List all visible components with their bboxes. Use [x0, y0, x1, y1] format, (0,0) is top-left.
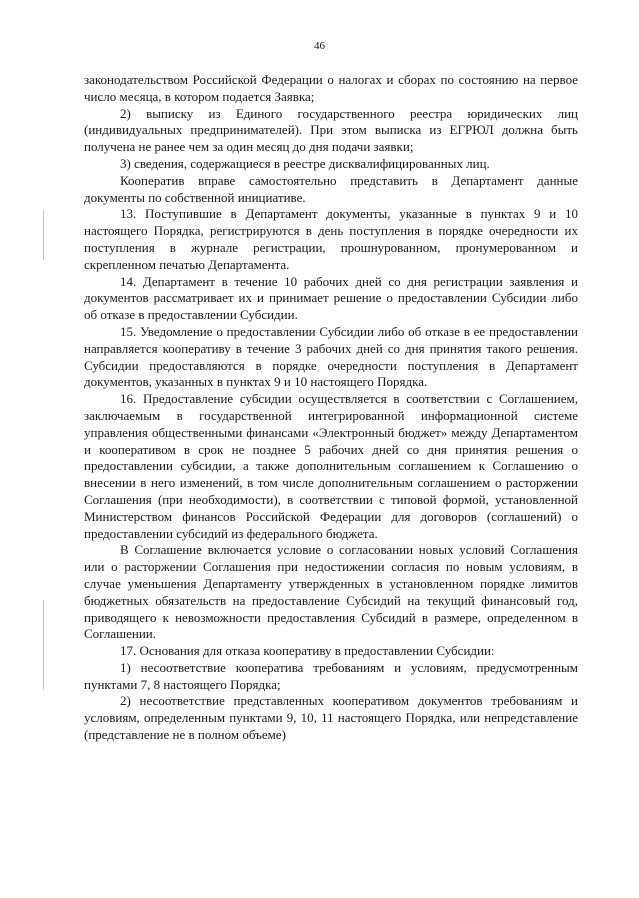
paragraph: Кооператив вправе самостоятельно представить в Департамент данные документы по собственной инициативе.	[84, 172, 578, 205]
page-number: 46	[314, 40, 325, 52]
paragraph: В Соглашение включается условие о согласовании новых условий Соглашения или о расторжении Соглашения при недостижении согласия по новым условиям, в случае уменьшения Департаменту утвержденных в установленном порядке лимитов бюджетных обязательств на предоставление Субсидий на текущий финансовый год, приводящего к невозможности предоставления Субсидий в размере, определенном в Соглашении.	[84, 542, 578, 642]
paragraph: 15. Уведомление о предоставлении Субсидии либо об отказе в ее предоставлении направляется кооперативу в течение 3 рабочих дней со дня принятия такого решения. Субсидии предоставляются в порядке очередности поступления в Департамент документов, указанных в пунктах 9 и 10 настоящего Порядка.	[84, 323, 578, 390]
scan-artifact-line	[43, 600, 44, 690]
paragraph: 2) несоответствие представленных кооперативом документов требованиям и условиям, определенным пунктами 9, 10, 11 настоящего Порядка, или непредставление (представление не в полном объеме)	[84, 693, 578, 743]
paragraph: 13. Поступившие в Департамент документы, указанные в пунктах 9 и 10 настоящего Порядка, регистрируются в день поступления в порядке очередности их поступления в журнале регистрации, прошнурованном, пронумерованном и скрепленном печатью Департамента.	[84, 206, 578, 272]
paragraph: законодательством Российской Федерации о налогах и сборах по состоянию на первое число месяца, в котором подается Заявка;	[84, 72, 578, 104]
scan-artifact-line	[43, 210, 44, 260]
paragraph: 3) сведения, содержащиеся в реестре дисквалифицированных лиц.	[120, 155, 490, 171]
paragraph: 2) выписку из Единого государственного реестра юридических лиц (индивидуальных предпринимателей). При этом выписка из ЕГРЮЛ должна быть получена не ранее чем за один месяц до дня подачи заявки;	[84, 105, 578, 155]
paragraph: 16. Предоставление субсидии осуществляется в соответствии с Соглашением, заключаемым в государственной интегрированной информационной системе управления общественными финансами «Электронный бюджет» между Департаментом и кооперативом в срок не позднее 5 рабочих дней со дня принятия решения о предоставлении субсидии, а также дополнительным соглашением к Соглашению о внесении в него изменений, в том числе дополнительным соглашением о расторжении Соглашения (при необходимости), в соответствии с типовой формой, установленной Министерством финансов Российской Федерации для договоров (соглашений) о предоставлении субсидий из федерального бюджета.	[84, 391, 578, 541]
paragraph: 14. Департамент в течение 10 рабочих дней со дня регистрации заявления и документов рассматривает их и принимает решение о предоставлении Субсидии либо об отказе в предоставлении Субсидии.	[84, 273, 578, 323]
paragraph: 1) несоответствие кооператива требованиям и условиям, предусмотренным пунктами 7, 8 настоящего Порядка;	[84, 659, 578, 692]
paragraph: 17. Основания для отказа кооперативу в предоставлении Субсидии:	[120, 643, 495, 659]
document-body	[84, 72, 578, 744]
